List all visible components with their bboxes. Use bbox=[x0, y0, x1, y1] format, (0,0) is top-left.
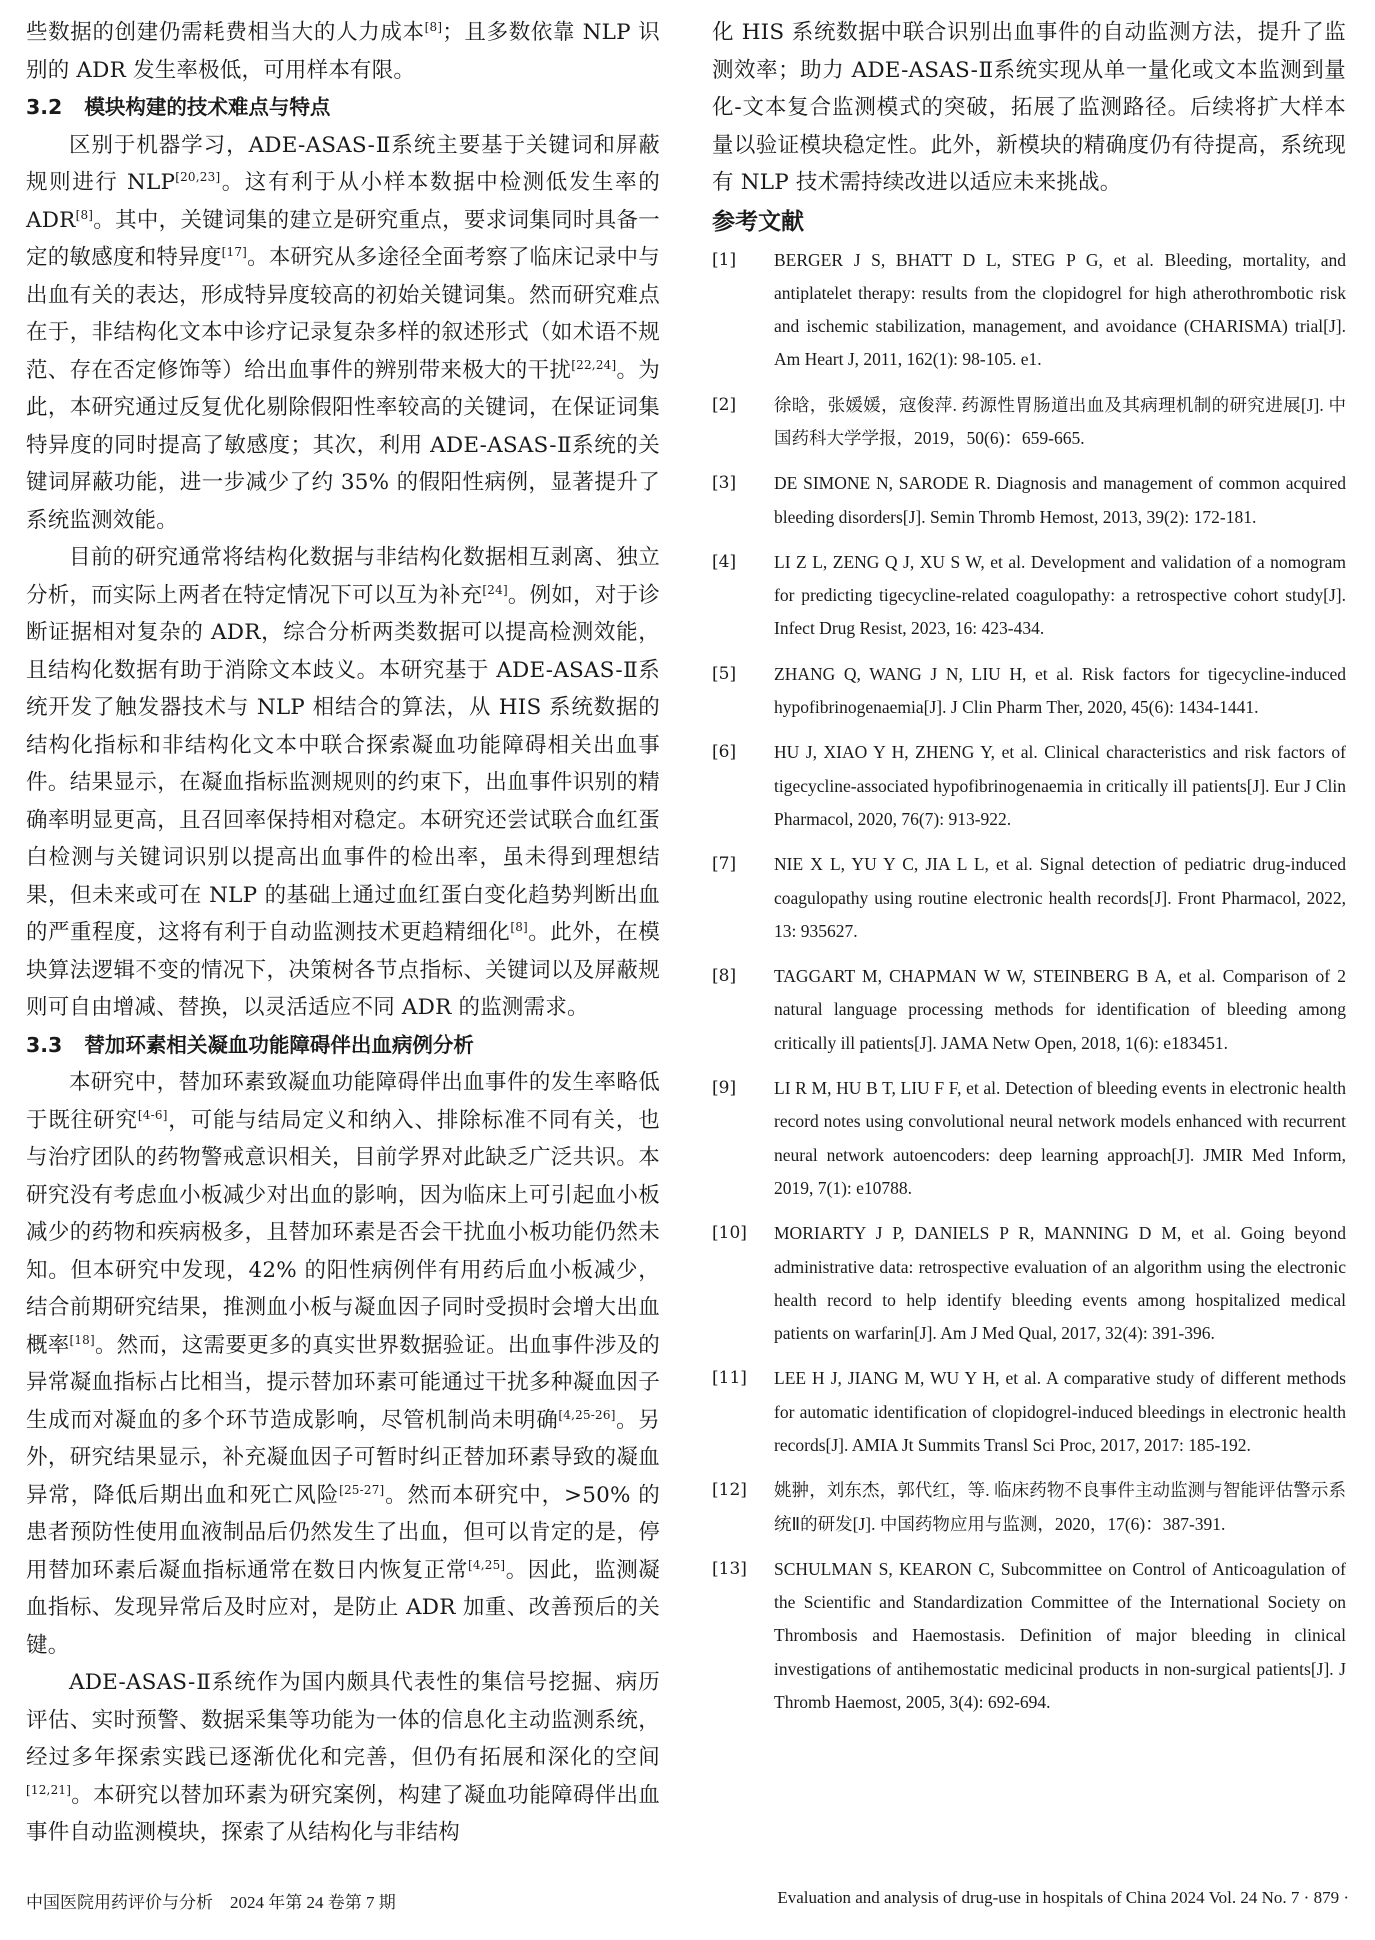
reference-text: NIE X L, YU Y C, JIA L L, et al. Signal detection of pediatric drug-induced coagulopathy using routine electronic health records[J]. Front Pharmacol, 2022, 13: 935627. bbox=[774, 854, 1346, 941]
reference-number: [2] bbox=[712, 394, 737, 415]
reference-item bbox=[712, 467, 1346, 534]
reference-number: [1] bbox=[712, 249, 737, 270]
reference-number: [6] bbox=[712, 742, 737, 763]
reference-item bbox=[712, 848, 1346, 948]
paragraph: 区别于机器学习，ADE-ASAS-Ⅱ系统主要基于关键词和屏蔽规则进行 NLP[20,23]。这有利于从小样本数据中检测低发生率的 ADR[8]。其中，关键词集的建立是研究重点，要求词集同时具备一定的敏感度和特异度[17]。本研究从多途径全面考察了临床记录中与出血有关的表达，形成特异度较高的初始关键词集。然而研究难点在于，非结构化文本中诊疗记录复杂多样的叙述形式（如术语不规范、存在否定修饰等）给出血事件的辨别带来极大的干扰[22,24]。为此，本研究通过反复优化剔除假阳性率较高的关键词，在保证词集特异度的同时提高了敏感度；其次，利用 ADE-ASAS-Ⅱ系统的关键词屏蔽功能，进一步减少了约 35% 的假阳性病例，显著提升了系统监测效能。 bbox=[26, 132, 660, 533]
citation-marker: [22,24] bbox=[571, 357, 617, 372]
reference-text: DE SIMONE N, SARODE R. Diagnosis and management of common acquired bleeding disorders[J]. Semin Thromb Hemost, 2013, 39(2): 172-181. bbox=[774, 473, 1346, 527]
citation-marker: [4,25] bbox=[468, 1557, 506, 1572]
reference-item bbox=[712, 1072, 1346, 1205]
reference-item bbox=[712, 736, 1346, 836]
reference-number: [3] bbox=[712, 473, 737, 494]
reference-text: HU J, XIAO Y H, ZHENG Y, et al. Clinical characteristics and risk factors of tigecycline-associated hypofibrinogenaemia in critically ill patients[J]. Eur J Clin Pharmacol, 2020, 76(7): 913-922. bbox=[774, 742, 1346, 829]
reference-text: ZHANG Q, WANG J N, LIU H, et al. Risk factors for tigecycline-induced hypofibrinogenaemia[J]. J Clin Pharm Ther, 2020, 45(6): 1434-1441. bbox=[774, 663, 1346, 718]
citation-marker: [25-27] bbox=[339, 1482, 385, 1497]
right-column bbox=[712, 14, 1346, 1731]
reference-number: [13] bbox=[712, 1558, 747, 1579]
citation-marker: [17] bbox=[221, 244, 248, 259]
paragraph-continued: 化 HIS 系统数据中联合识别出血事件的自动监测方法，提升了监测效率；助力 ADE-ASAS-Ⅱ系统实现从单一量化或文本监测到量化-文本复合监测模式的突破，拓展了监测路径。后续将扩大样本量以验证模块稳定性。此外，新模块的精确度仍有待提高，系统现有 NLP 技术需持续改进以适应未来挑战。 bbox=[712, 20, 1346, 195]
reference-text: 姚翀，刘东杰，郭代红，等. 临床药物不良事件主动监测与智能评估警示系统Ⅱ的研发[J]. 中国药物应用与监测，2020，17(6)：387-391. bbox=[774, 1480, 1346, 1534]
reference-number: [5] bbox=[712, 663, 737, 684]
paragraph: 目前的研究通常将结构化数据与非结构化数据相互剥离、独立分析，而实际上两者在特定情况下可以互为补充[24]。例如，对于诊断证据相对复杂的 ADR，综合分析两类数据可以提高检测效能，且结构化数据有助于消除文本歧义。本研究基于 ADE-ASAS-Ⅱ系统开发了触发器技术与 NLP 相结合的算法，从 HIS 系统数据的结构化指标和非结构化文本中联合探索凝血功能障碍相关出血事件。结果显示，在凝血指标监测规则的约束下，出血事件识别的精确率明显更高，且召回率保持相对稳定。本研究还尝试联合血红蛋白检测与关键词识别以提高出血事件的检出率，虽未得到理想结果，但未来或可在 NLP 的基础上通过血红蛋白变化趋势判断出血的严重程度，这将有利于自动监测技术更趋精细化[8]。此外，在模块算法逻辑不变的情况下，决策树各节点指标、关键词以及屏蔽规则可自由增减、替换，以灵活适应不同 ADR 的监测需求。 bbox=[26, 545, 661, 1020]
reference-text: BERGER J S, BHATT D L, STEG P G, et al. Bleeding, mortality, and antiplatelet therapy: results from the clopidogrel for high atherothrombotic risk and ischemic stabilization, management, and avoidance (CHARISMA) trial[J]. Am Heart J, 2011, 162(1): 98-105. e1. bbox=[774, 249, 1346, 370]
reference-item bbox=[712, 960, 1346, 1060]
section-heading-3-2 bbox=[26, 89, 660, 127]
citation-marker: [12,21] bbox=[26, 1782, 72, 1797]
citation-marker: [18] bbox=[69, 1332, 95, 1347]
citation-marker: [8] bbox=[75, 207, 94, 222]
reference-text: SCHULMAN S, KEARON C, Subcommittee on Control of Anticoagulation of the Scientific and Standardization Committee of the International Society on Thrombosis and Haemostasis. Definition of major bleeding in clinical investigations of antihemostatic medicinal products in non-surgical patients[J]. J Thromb Haemost, 2005, 3(4): 692-694. bbox=[774, 1558, 1346, 1713]
reference-item bbox=[712, 1474, 1346, 1541]
reference-number: [10] bbox=[712, 1223, 747, 1244]
reference-item bbox=[712, 658, 1346, 725]
citation-marker: [8] bbox=[510, 919, 528, 934]
reference-item bbox=[712, 389, 1346, 456]
citation-marker: [4-6] bbox=[137, 1107, 168, 1122]
citation-marker: [4,25-26] bbox=[558, 1407, 616, 1422]
citation-marker: [24] bbox=[482, 582, 508, 597]
reference-number: [8] bbox=[712, 966, 737, 987]
reference-item bbox=[712, 1362, 1346, 1462]
paragraph: 本研究中，替加环素致凝血功能障碍伴出血事件的发生率略低于既往研究[4-6]，可能与结局定义和纳入、排除标准不同有关，也与治疗团队的药物警戒意识相关，目前学界对此缺乏广泛共识。本研究没有考虑血小板减少对出血的影响，因为临床上可引起血小板减少的药物和疾病极多，且替加环素是否会干扰血小板功能仍然未知。但本研究中发现，42% 的阳性病例伴有用药后血小板减少，结合前期研究结果，推测血小板与凝血因子同时受损时会增大出血概率[18]。然而，这需要更多的真实世界数据验证。出血事件涉及的异常凝血指标占比相当，提示替加环素可能通过干扰多种凝血因子生成而对凝血的多个环节造成影响，尽管机制尚未明确[4,25-26]。另外，研究结果显示，补充凝血因子可暂时纠正替加环素导致的凝血异常，降低后期出血和死亡风险[25-27]。然而本研究中，>50% 的患者预防性使用血液制品后仍然发生了出血，但可以肯定的是，停用替加环素后凝血指标通常在数日内恢复正常[4,25]。因此，监测凝血指标、发现异常后及时应对，是防止 ADR 加重、改善预后的关键。 bbox=[26, 1070, 660, 1658]
paragraph-continued: 些数据的创建仍需耗费相当大的人力成本[8]；且多数依靠 NLP 识别的 ADR 发生率极低，可用样本有限。 bbox=[26, 19, 660, 83]
section-number: 3.2 bbox=[26, 95, 63, 119]
section-title: 模块构建的技术难点与特点 bbox=[84, 95, 331, 119]
reference-list bbox=[712, 244, 1346, 1720]
reference-item bbox=[712, 546, 1346, 646]
reference-text: 徐晗，张媛媛，寇俊萍. 药源性胃肠道出血及其病理机制的研究进展[J]. 中国药科大学学报，2019，50(6)：659-665. bbox=[774, 394, 1346, 448]
footer-journal-cn: 中国医院用药评价与分析 2024 年第 24 卷第 7 期 bbox=[26, 1893, 396, 1912]
reference-text: LI Z L, ZENG Q J, XU S W, et al. Development and validation of a nomogram for predicting tigecycline-related coagulopathy: a retrospective cohort study[J]. Infect Drug Resist, 2023, 16: 423-434. bbox=[774, 551, 1346, 639]
reference-number: [12] bbox=[712, 1480, 747, 1501]
paragraph: ADE-ASAS-Ⅱ系统作为国内颇具代表性的集信号挖掘、病历评估、实时预警、数据采集等功能为一体的信息化主动监测系统，经过多年探索实践已逐渐优化和完善，但仍有拓展和深化的空间[12,21]。本研究以替加环素为研究案例，构建了凝血功能障碍伴出血事件自动监测模块，探索了从结构化与非结构 bbox=[26, 1670, 660, 1845]
section-title: 替加环素相关凝血功能障碍伴出血病例分析 bbox=[84, 1032, 474, 1057]
reference-text: LEE H J, JIANG M, WU Y H, et al. A comparative study of different methods for automatic identification of clopidogrel-induced bleedings in electronic health records[J]. AMIA Jt Summits Transl Sci Proc, 2017, 2017: 185-192. bbox=[774, 1368, 1346, 1455]
section-heading-3-3 bbox=[26, 1027, 660, 1065]
reference-text: LI R M, HU B T, LIU F F, et al. Detection of bleeding events in electronic health record notes using convolutional neural network models enhanced with recurrent neural network autoencoders: deep learning approach[J]. JMIR Med Inform, 2019, 7(1): e10788. bbox=[774, 1078, 1346, 1198]
left-column bbox=[26, 14, 660, 1852]
reference-number: [4] bbox=[712, 551, 737, 572]
reference-item bbox=[712, 244, 1346, 377]
reference-item bbox=[712, 1553, 1346, 1719]
citation-marker: [20,23] bbox=[175, 169, 221, 184]
citation-marker: [8] bbox=[424, 19, 443, 34]
reference-number: [7] bbox=[712, 854, 737, 875]
reference-number: [9] bbox=[712, 1078, 737, 1099]
reference-text: TAGGART M, CHAPMAN W W, STEINBERG B A, et al. Comparison of 2 natural language processing methods for identification of bleeding among critically ill patients[J]. JAMA Netw Open, 2018, 1(6): e183451. bbox=[774, 966, 1346, 1053]
reference-number: [11] bbox=[712, 1368, 747, 1389]
footer-journal-en: Evaluation and analysis of drug-use in hospitals of China 2024 Vol. 24 No. 7 · 879 · bbox=[777, 1888, 1349, 1907]
page-footer bbox=[26, 1888, 1349, 1913]
section-number: 3.3 bbox=[26, 1032, 63, 1057]
reference-text: MORIARTY J P, DANIELS P R, MANNING D M, et al. Going beyond administrative data: retrospective evaluation of an algorithm using the electronic health record to help identify bleeding events among hospitalized medical patients on warfarin[J]. Am J Med Qual, 2017, 32(4): 391-396. bbox=[774, 1223, 1346, 1344]
references-heading: 参考文献 bbox=[712, 208, 804, 235]
reference-item bbox=[712, 1217, 1346, 1350]
